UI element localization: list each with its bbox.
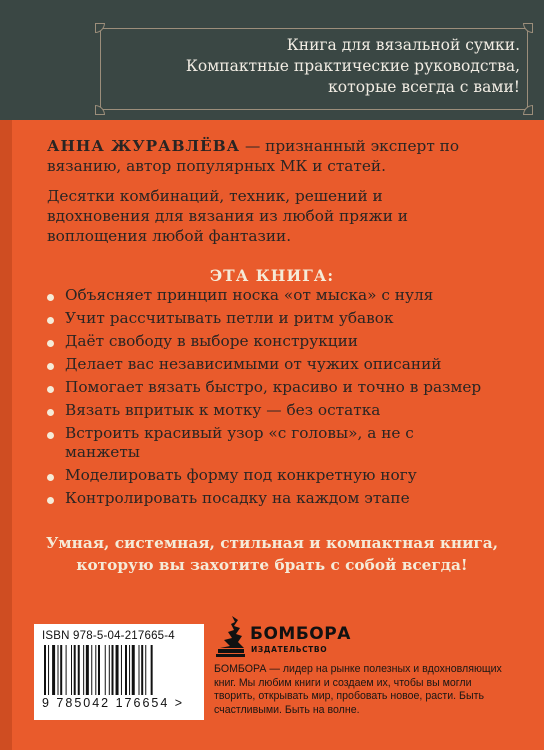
publisher-description: БОМБОРА — лидер на рынке полезных и вдохновляющих книг. Мы любим книги и создаем их, чтобы вы могли творить, открывать мир, пробовать новое, расти. Быть счастливыми. Быть на волне. [214, 663, 502, 716]
top-banner [0, 0, 544, 120]
list-item [47, 309, 487, 328]
frame-corner [95, 105, 105, 115]
frame-corner [95, 23, 105, 33]
list-item-text: Помогает вязать быстро, красиво и точно в размер [65, 378, 482, 396]
list-item-text: Даёт свободу в выборе конструкции [65, 332, 358, 350]
author-name: АННА ЖУРАВЛЁВА [47, 137, 241, 155]
list-item-text: Моделировать форму под конкретную ногу [65, 466, 417, 484]
intro-block [47, 136, 487, 256]
list-item [47, 424, 487, 462]
list-item-text: Объясняет принцип носка «от мыска» с нуля [65, 286, 434, 304]
barcode-number: 9 785042 176654 > [42, 696, 185, 710]
list-item [47, 332, 487, 351]
bullet-icon [47, 497, 54, 504]
list-item-text: Контролировать посадку на каждом этапе [65, 489, 410, 507]
banner-line: которые всегда с вами! [328, 78, 520, 96]
list-item-text: Учит рассчитывать петли и ритм убавок [65, 309, 394, 327]
bullet-icon [47, 363, 54, 370]
tagline [0, 532, 544, 576]
list-item [47, 489, 487, 508]
tagline-line: которую вы захотите брать с собой всегда! [76, 556, 468, 574]
barcode-box [34, 624, 204, 720]
list-title: ЭТА КНИГА: [209, 266, 335, 285]
isbn-label: ISBN 978-5-04-217665-4 [42, 630, 175, 642]
barcode-icon [42, 645, 196, 695]
author-description: — признанный эксперт по вязанию, автор популярных МК и статей. [47, 137, 460, 175]
bullet-icon [47, 474, 54, 481]
list-item [47, 401, 487, 420]
publisher-subtitle: ИЗДАТЕЛЬСТВО [251, 645, 328, 654]
banner-line: Компактные практические руководства, [185, 57, 520, 75]
bullet-icon [47, 317, 54, 324]
list-item [47, 378, 487, 397]
banner-text [108, 35, 520, 98]
bullet-icon [47, 409, 54, 416]
list-item [47, 355, 487, 374]
publisher-logo [214, 614, 351, 658]
list-item-text: Встроить красивый узор «с головы», а не с манжеты [65, 424, 414, 461]
frame-corner [523, 105, 533, 115]
list-item-text: Вязать впритык к мотку — без остатка [65, 401, 381, 419]
publisher-name: БОМБОРА [250, 624, 351, 644]
list-item [47, 466, 487, 485]
frame-corner [523, 23, 533, 33]
bombora-logo-icon [214, 614, 246, 658]
author-paragraph [47, 136, 487, 176]
bullet-icon [47, 432, 54, 439]
intro-paragraph: Десятки комбинаций, техник, решений и вдохновения для вязания из любой пряжи и воплощения любой фантазии. [47, 187, 408, 245]
bullet-icon [47, 386, 54, 393]
bullet-icon [47, 340, 54, 347]
banner-line: Книга для вязальной сумки. [286, 36, 520, 54]
bullet-icon [47, 294, 54, 301]
list-item-text: Делает вас независимыми от чужих описаний [65, 355, 442, 373]
list-item [47, 286, 487, 305]
benefit-list [47, 286, 487, 512]
tagline-line: Умная, системная, стильная и компактная книга, [45, 534, 499, 552]
